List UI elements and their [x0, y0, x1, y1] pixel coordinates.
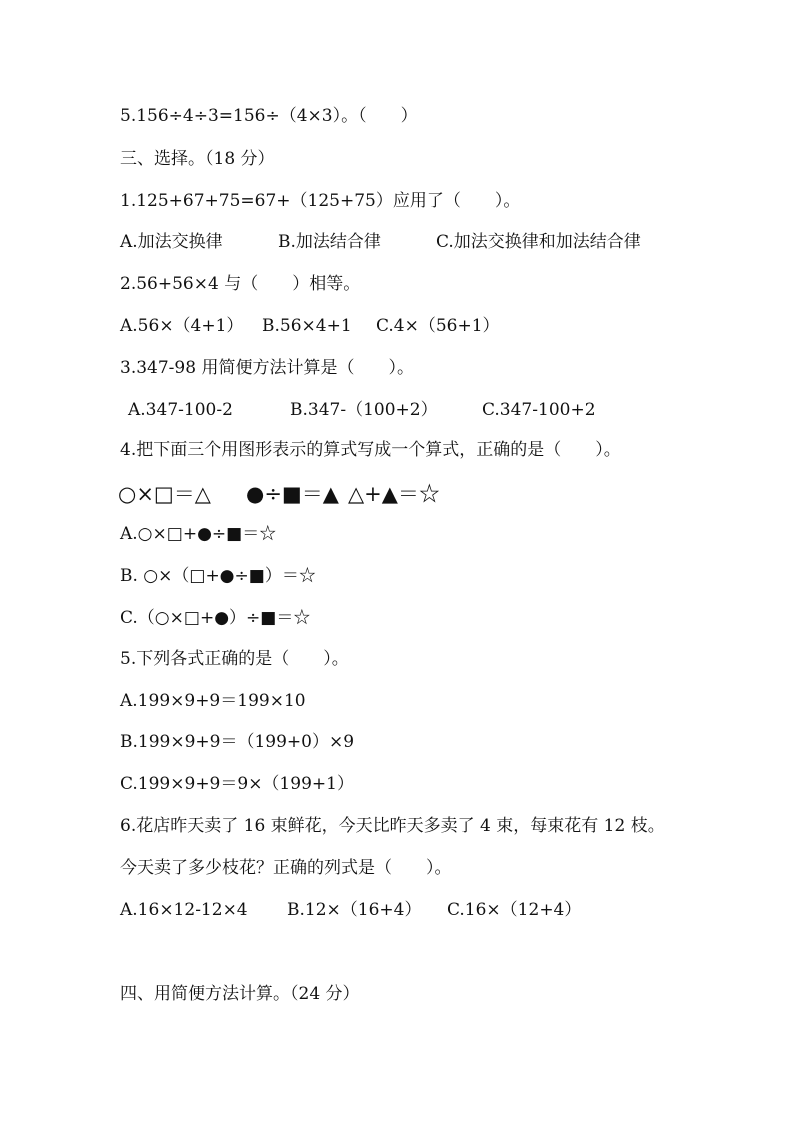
question-3-1-stem: 1.125+67+75=67+（125+75）应用了（ ）。 — [120, 191, 521, 211]
question-3-6-stem-line-2: 今天卖了多少枝花？正确的列式是（ ）。 — [120, 858, 452, 878]
question-2-5: 5.156÷4÷3=156÷（4×3）。（ ） — [120, 106, 418, 126]
question-3-5-option-b: B.199×9+9＝（199+0）×9 — [120, 732, 355, 752]
question-3-2-option-c: C.4×（56+1） — [376, 316, 500, 336]
question-3-3-option-b: B.347-（100+2） — [290, 400, 438, 420]
question-3-3-stem: 3.347-98 用简便方法计算是（ ）。 — [120, 358, 414, 378]
shape-equation-3: △+▲＝☆ — [348, 482, 440, 506]
section-3-title: 三、选择。（18 分） — [120, 149, 275, 169]
question-3-6-option-c: C.16×（12+4） — [447, 900, 582, 920]
question-3-1-option-a: A.加法交换律 — [120, 232, 223, 252]
question-3-4-option-a: A.○×□+●÷■＝☆ — [120, 524, 277, 544]
question-3-5-stem: 5.下列各式正确的是（ ）。 — [120, 649, 349, 669]
question-3-1-option-c: C.加法交换律和加法结合律 — [436, 232, 641, 252]
question-3-4-option-b: B. ○×（□+●÷■）＝☆ — [120, 566, 316, 586]
question-3-3-option-c: C.347-100+2 — [482, 400, 596, 420]
question-3-4-option-c: C.（○×□+●）÷■＝☆ — [120, 608, 311, 628]
shape-equations — [118, 480, 518, 508]
shape-equation-2: ●÷■＝▲ — [246, 482, 339, 506]
question-3-5-option-c: C.199×9+9＝9×（199+1） — [120, 774, 354, 794]
question-3-4-stem: 4.把下面三个用图形表示的算式写成一个算式，正确的是（ ）。 — [120, 440, 621, 460]
question-3-2-option-b: B.56×4+1 — [262, 316, 352, 336]
question-3-3-option-a: A.347-100-2 — [128, 400, 233, 420]
question-3-1-option-b: B.加法结合律 — [278, 232, 381, 252]
question-3-6-option-a: A.16×12-12×4 — [120, 900, 248, 920]
question-3-2-stem: 2.56+56×4 与（ ）相等。 — [120, 274, 361, 294]
question-3-6-option-b: B.12×（16+4） — [287, 900, 422, 920]
shape-equation-1: ○×□＝△ — [118, 482, 211, 506]
question-3-6-stem-line-1: 6.花店昨天卖了 16 束鲜花，今天比昨天多卖了 4 束，每束花有 12 枝。 — [120, 816, 665, 836]
question-3-2-option-a: A.56×（4+1） — [120, 316, 244, 336]
question-3-5-option-a: A.199×9+9＝199×10 — [120, 691, 306, 711]
section-4-title: 四、用简便方法计算。（24 分） — [120, 984, 360, 1004]
